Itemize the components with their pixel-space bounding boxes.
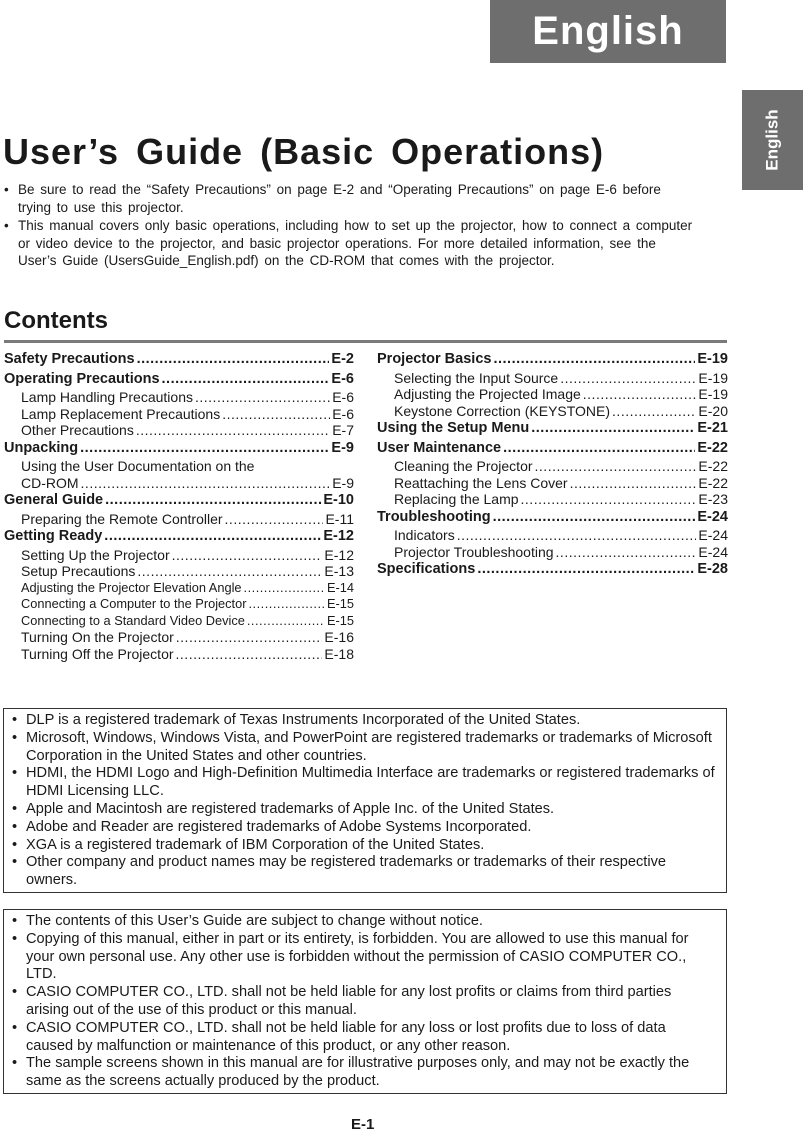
intro-item: • This manual covers only basic operations, including how to set up the projector, how to connect a computer or video device to the projector, and basic projector operations. For more detailed information, see the User’s Guide (UsersGuide_English.pdf) on the CD-ROM that comes with the projector. (4, 217, 694, 270)
toc-entry-page: E-18 (324, 645, 354, 662)
toc-entry[interactable] (4, 580, 354, 597)
toc-entry-title: General Guide (4, 492, 104, 508)
toc-entry-title: Operating Precautions (4, 370, 160, 387)
toc-entry-page: E-19 (697, 351, 728, 367)
trademarks-box (3, 708, 727, 893)
toc-entry-page: E-20 (698, 402, 728, 419)
toc-entry[interactable] (377, 560, 728, 580)
notice-item: • CASIO COMPUTER CO., LTD. shall not be held liable for any loss or lost profits due to loss of data caused by malfunction or maintenance of this product, or any other reason. (12, 1020, 716, 1056)
toc-entry-page: E-6 (331, 370, 354, 387)
toc-entry[interactable] (4, 613, 354, 630)
toc-entry-page: E-13 (324, 563, 354, 579)
page-title: User’s Guide (Basic Operations) (3, 131, 605, 172)
toc-entry-page: E-24 (698, 527, 728, 543)
toc-entry[interactable] (4, 629, 354, 646)
toc-entry[interactable] (377, 458, 728, 475)
notices-box (3, 909, 727, 1094)
toc-leader-dots (104, 527, 321, 547)
toc-leader-dots (176, 629, 323, 646)
toc-entry[interactable] (4, 370, 354, 390)
toc-entry-page: E-7 (332, 422, 354, 438)
toc-leader-dots (136, 422, 330, 439)
toc-leader-dots (172, 547, 323, 564)
page-number: E-1 (351, 1116, 375, 1133)
toc-entry-page: E-24 (697, 508, 728, 525)
toc-entry-page: E-22 (698, 474, 728, 491)
toc-entry-title-line[interactable]: Using the User Documentation on the (21, 458, 255, 474)
toc-entry-page: E-12 (324, 546, 354, 563)
toc-entry-title: Adjusting the Projector Elevation Angle (21, 579, 242, 595)
toc-entry[interactable] (4, 547, 354, 564)
toc-entry-title: Selecting the Input Source (394, 369, 559, 386)
intro-list (4, 181, 694, 271)
toc-entry-title: Turning On the Projector (21, 629, 174, 645)
toc-leader-dots (503, 439, 695, 459)
toc-entry-title: Reattaching the Lens Cover (394, 474, 568, 491)
toc-entry-page: E-19 (698, 386, 728, 402)
toc-entry[interactable] (4, 527, 354, 547)
toc-entry-title: Cleaning the Projector (394, 458, 533, 474)
toc-entry-title: Unpacking (4, 439, 79, 456)
toc-entry[interactable] (4, 406, 354, 423)
intro-item: • Be sure to read the “Safety Precautions” on page E-2 and “Operating Precautions” on page E-6 before trying to use this projector. (4, 181, 694, 216)
toc-entry-page: E-6 (332, 405, 354, 422)
toc-leader-dots (556, 544, 697, 561)
trademark-item: • Adobe and Reader are registered trademarks of Adobe Systems Incorporated. (12, 819, 716, 837)
toc-entry-page: E-23 (698, 491, 728, 507)
toc-leader-dots (137, 563, 322, 580)
toc-entry-title: Turning Off the Projector (21, 645, 174, 662)
toc-right-column (377, 350, 728, 580)
toc-leader-dots (535, 458, 697, 475)
toc-entry[interactable] (377, 350, 728, 370)
toc-leader-dots (583, 386, 697, 403)
toc-entry-page: E-9 (331, 439, 354, 456)
toc-entry-page: E-21 (697, 420, 728, 436)
toc-entry-title: Getting Ready (4, 528, 103, 544)
toc-entry[interactable] (4, 596, 354, 613)
toc-leader-dots (493, 350, 695, 370)
toc-entry-title: Lamp Replacement Precautions (21, 405, 221, 422)
toc-leader-dots (531, 419, 695, 439)
toc-entry-title: Using the Setup Menu (377, 420, 530, 436)
toc-entry[interactable] (377, 491, 728, 508)
toc-entry-title: CD-ROM (21, 474, 79, 491)
toc-leader-dots (493, 508, 696, 528)
toc-entry-page: E-9 (332, 474, 354, 491)
toc-entry-title: Other Precautions (21, 422, 134, 438)
toc-entry-title: Setting Up the Projector (21, 546, 170, 563)
contents-divider (4, 340, 727, 343)
toc-entry[interactable] (377, 403, 728, 420)
trademark-item: • HDMI, the HDMI Logo and High-Definition Multimedia Interface are trademarks or registered trademarks of HDMI Licensing LLC. (12, 765, 716, 801)
toc-leader-dots (105, 491, 321, 511)
side-language-tab (742, 90, 803, 190)
toc-entry-title: Indicators (394, 527, 455, 543)
toc-entry-page: E-15 (326, 596, 354, 611)
toc-entry-page: E-14 (326, 579, 354, 595)
toc-entry[interactable] (377, 386, 728, 403)
toc-entry-page: E-16 (324, 629, 354, 645)
toc-entry[interactable] (377, 527, 728, 544)
toc-entry-title: Connecting to a Standard Video Device (21, 612, 245, 628)
notice-item: • The contents of this User’s Guide are subject to change without notice. (12, 913, 716, 931)
toc-leader-dots (457, 527, 697, 544)
toc-entry[interactable] (4, 475, 354, 492)
toc-entry[interactable] (377, 475, 728, 492)
toc-entry[interactable] (377, 439, 728, 459)
trademark-item: • Apple and Macintosh are registered trademarks of Apple Inc. of the United States. (12, 801, 716, 819)
toc-leader-dots (162, 370, 330, 390)
toc-entry-page: E-19 (698, 369, 728, 386)
toc-leader-dots (477, 560, 695, 580)
toc-entry-page: E-10 (323, 492, 354, 508)
toc-entry-page: E-28 (697, 561, 728, 577)
toc-entry-page: E-24 (698, 543, 728, 560)
toc-entry[interactable] (4, 422, 354, 439)
toc-entry-title: Specifications (377, 561, 476, 577)
toc-leader-dots (81, 475, 331, 492)
toc-entry-title: Preparing the Remote Controller (21, 510, 223, 527)
toc-entry-title: Connecting a Computer to the Projector (21, 596, 247, 611)
contents-heading: Contents (4, 307, 108, 334)
toc-entry[interactable] (377, 544, 728, 561)
toc-leader-dots (560, 370, 696, 387)
toc-entry-page: E-12 (323, 528, 354, 544)
trademark-item: • Microsoft, Windows, Windows Vista, and PowerPoint are registered trademarks or trademarks of Microsoft Corporation in the United States and other countries. (12, 730, 716, 766)
toc-entry-title: User Maintenance (377, 439, 502, 456)
toc-entry[interactable] (4, 563, 354, 580)
trademarks-list (12, 712, 716, 890)
toc-entry-title: Projector Troubleshooting (394, 543, 554, 560)
toc-entry[interactable] (4, 491, 354, 511)
toc-entry[interactable] (4, 389, 354, 406)
toc-entry[interactable] (4, 350, 354, 370)
toc-entry-title: Safety Precautions (4, 351, 135, 367)
toc-entry-page: E-6 (332, 389, 354, 405)
trademark-item: • DLP is a registered trademark of Texas Instruments Incorporated of the United States. (12, 712, 716, 730)
toc-leader-dots (570, 475, 697, 492)
toc-entry[interactable] (4, 439, 354, 459)
toc-entry[interactable] (4, 511, 354, 528)
toc-entry-page: E-22 (697, 439, 728, 456)
toc-entry[interactable] (377, 370, 728, 387)
toc-entry[interactable] (377, 419, 728, 439)
toc-entry[interactable] (4, 646, 354, 663)
toc-leader-dots (612, 403, 696, 420)
toc-entry[interactable] (377, 508, 728, 528)
toc-entry-title: Troubleshooting (377, 508, 491, 525)
language-tab: English (490, 0, 726, 63)
toc-leader-dots (247, 613, 325, 630)
notices-list (12, 913, 716, 1091)
toc-entry-title: Setup Precautions (21, 563, 136, 579)
toc-entry-title: Keystone Correction (KEYSTONE) (394, 402, 611, 419)
toc-leader-dots (137, 350, 330, 370)
toc-entry-page: E-11 (325, 510, 354, 527)
toc-leader-dots (195, 389, 330, 406)
toc-entry-page: E-22 (698, 458, 728, 474)
toc-entry-title: Lamp Handling Precautions (21, 389, 193, 405)
toc-leader-dots (249, 596, 325, 613)
toc-leader-dots (244, 580, 325, 597)
toc-left-column (4, 350, 354, 662)
toc-entry-title: Adjusting the Projected Image (394, 386, 581, 402)
toc-entry-title: Replacing the Lamp (394, 491, 519, 507)
side-language-label: English (762, 109, 782, 171)
trademark-item: • XGA is a registered trademark of IBM Corporation of the United States. (12, 837, 716, 855)
toc-entry-page: E-2 (331, 351, 354, 367)
trademark-item: • Other company and product names may be registered trademarks or trademarks of their respective owners. (12, 854, 716, 890)
toc-entry-page: E-15 (326, 612, 354, 628)
toc-leader-dots (80, 439, 329, 459)
toc-leader-dots (225, 511, 324, 528)
toc-entry-title: Projector Basics (377, 351, 492, 367)
notice-item: • CASIO COMPUTER CO., LTD. shall not be held liable for any lost profits or claims from third parties arising out of the use of this product or this manual. (12, 984, 716, 1020)
notice-item: • Copying of this manual, either in part or its entirety, is forbidden. You are allowed to use this manual for your own personal use. Any other use is forbidden without the permission of CASIO COMPUTER CO., LTD. (12, 931, 716, 984)
toc-leader-dots (222, 406, 330, 423)
notice-item: • The sample screens shown in this manual are for illustrative purposes only, and may not be exactly the same as the screens actually produced by the product. (12, 1055, 716, 1091)
toc-leader-dots (176, 646, 323, 663)
toc-leader-dots (521, 491, 697, 508)
